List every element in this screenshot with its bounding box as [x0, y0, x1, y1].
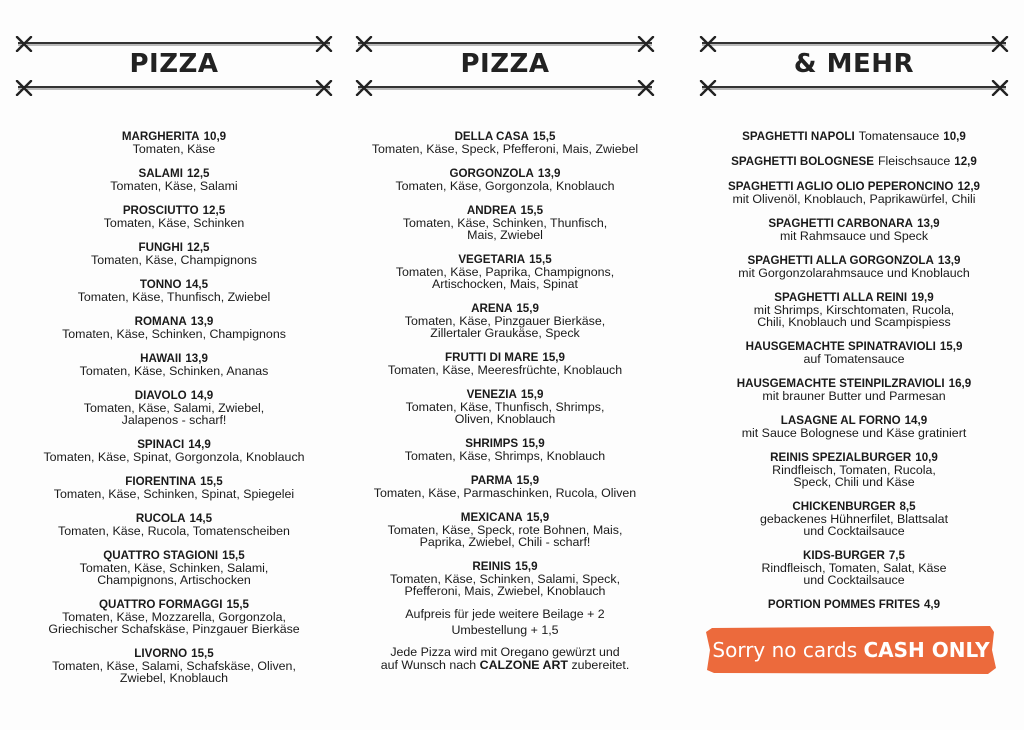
menu-item-description: Rindfleisch, Tomaten, Salat, Käse: [761, 561, 947, 575]
menu-item-inline-desc: Fleischsauce: [877, 154, 951, 168]
menu-item-description: Tomaten, Käse, Mozzarella, Gorgonzola,: [62, 610, 286, 624]
menu-item-name: HAWAII: [140, 352, 182, 365]
menu-item-price: 10,9: [943, 130, 966, 143]
menu-item-price: 15,5: [520, 204, 544, 217]
menu-item: [348, 388, 662, 425]
menu-item-description: Tomaten, Käse, Meeresfrüchte, Knoblauch: [387, 363, 623, 377]
menu-item-name: SPAGHETTI BOLOGNESE: [731, 155, 874, 168]
oregano-note-line2: [348, 659, 662, 672]
menu-item-description: Tomaten, Käse, Schinken, Salami,: [79, 561, 269, 575]
pizza-column-2: [348, 0, 662, 730]
oregano-note-line1: Jede Pizza wird mit Oregano gewürzt und: [390, 645, 620, 659]
menu-item: [8, 167, 340, 192]
decorative-rule-bottom: [348, 80, 662, 96]
menu-item-price: 8,5: [899, 500, 916, 513]
menu-item: [692, 500, 1016, 537]
menu-item-price: 12,9: [954, 155, 977, 168]
reorder-note: Umbestellung + 1,5: [451, 623, 559, 637]
menu-item: [692, 451, 1016, 488]
menu-item-description: Tomaten, Käse, Speck, rote Bohnen, Mais,: [387, 523, 623, 537]
menu-item-description: Artischocken, Mais, Spinat: [432, 277, 578, 291]
extra-topping-note: Aufpreis für jede weitere Beilage + 2: [405, 607, 605, 621]
menu-item-description: Champignons, Artischocken: [97, 573, 251, 587]
menu-item: [692, 180, 1016, 205]
menu-item-price: 14,5: [189, 512, 213, 525]
menu-item-description: Tomaten, Käse, Schinken, Salami, Speck,: [389, 572, 621, 586]
menu-item-description: Tomaten, Käse: [132, 142, 216, 156]
menu-item: [8, 130, 340, 155]
menu-item-name: REINIS: [472, 560, 512, 573]
menu-item-description: Tomaten, Käse, Pinzgauer Bierkäse,: [404, 314, 606, 328]
menu-item-description: Paprika, Zwiebel, Chili - scharf!: [419, 535, 591, 549]
oregano-note-prefix: auf Wunsch nach: [380, 658, 477, 672]
menu-item: [8, 352, 340, 377]
section-heading: PIZZA: [460, 49, 550, 79]
menu-item-price: 15,9: [515, 560, 538, 573]
menu-item-description: mit Shrimps, Kirschtomaten, Rucola,: [753, 303, 955, 317]
menu-item-name: SALAMI: [138, 167, 183, 180]
menu-item: [8, 647, 340, 684]
menu-item-name: REINIS SPEZIALBURGER: [770, 451, 912, 464]
menu-item-description: Jalapenos - scharf!: [121, 413, 227, 427]
menu-item-price: 12,5: [202, 204, 226, 217]
menu-item-price: 7,5: [888, 549, 905, 562]
menu-item-name: SHRIMPS: [465, 437, 519, 450]
menu-item: [692, 291, 1016, 328]
menu-item: [8, 204, 340, 229]
menu-item-header: [692, 130, 1016, 143]
menu-item-name: ARENA: [471, 302, 513, 315]
menu-item-description: Tomaten, Käse, Salami, Schafskäse, Oliven,: [52, 659, 296, 673]
menu-item: [8, 315, 340, 340]
menu-item-description: Tomaten, Käse, Schinken, Champignons: [62, 327, 286, 341]
menu-item-price: 13,9: [537, 167, 561, 180]
menu-item: [348, 474, 662, 499]
menu-item-name: DIAVOLO: [134, 389, 187, 402]
menu-item: [692, 414, 1016, 439]
menu-item-name: FRUTTI DI MARE: [445, 351, 539, 364]
menu-item-description: Tomaten, Käse, Rucola, Tomatenscheiben: [58, 524, 290, 538]
menu-item: [348, 302, 662, 339]
menu-list: [8, 130, 340, 696]
menu-item-name: ANDREA: [466, 204, 517, 217]
menu-item-description: Speck, Chili und Käse: [793, 475, 915, 489]
menu-item-price: 15,5: [529, 253, 552, 266]
menu-item-description: Tomaten, Käse, Schinken: [103, 216, 245, 230]
menu-item-price: 14,9: [904, 414, 928, 427]
menu-item: [348, 351, 662, 376]
menu-item: [8, 598, 340, 635]
menu-item-description: Chili, Knoblauch und Scampispiess: [757, 315, 951, 329]
section-heading: & MEHR: [793, 49, 915, 79]
menu-item-description: und Cocktailsauce: [803, 524, 905, 538]
menu-item-price: 15,9: [526, 511, 550, 524]
menu-item-description: mit brauner Butter und Parmesan: [762, 389, 946, 403]
menu-item-name: PARMA: [470, 474, 513, 487]
menu-item: [348, 511, 662, 548]
menu-item-name: SPAGHETTI NAPOLI: [742, 130, 855, 143]
menu-item-price: 14,9: [188, 438, 211, 451]
cash-only-label: CASH ONLY: [863, 638, 990, 662]
menu-item-price: 4,9: [923, 598, 941, 611]
menu-item-name: TONNO: [139, 278, 182, 291]
menu-item-description: Tomaten, Käse, Speck, Pfefferoni, Mais, Zwiebel: [371, 142, 639, 156]
menu-list: [348, 130, 662, 609]
menu-item-price: 13,9: [185, 352, 208, 365]
menu-item-name: HAUSGEMACHTE STEINPILZRAVIOLI: [736, 377, 945, 390]
menu-item: [692, 598, 1016, 611]
menu-item-description: Zwiebel, Knoblauch: [119, 671, 229, 685]
menu-item: [8, 512, 340, 537]
menu-item-name: QUATTRO FORMAGGI: [98, 598, 223, 611]
pizza-column-1: [8, 0, 340, 730]
menu-item-description: Tomaten, Käse, Shrimps, Knoblauch: [404, 449, 606, 463]
menu-item-description: Griechischer Schafskäse, Pinzgauer Bierkäse: [48, 622, 300, 636]
menu-item-description: Pfefferoni, Mais, Zwiebel, Knoblauch: [404, 584, 606, 598]
menu-item: [692, 130, 1016, 143]
menu-item-description: und Cocktailsauce: [803, 573, 905, 587]
cash-only-banner: [704, 624, 998, 676]
menu-item-price: 15,9: [522, 437, 545, 450]
menu-item-description: Tomaten, Käse, Salami: [110, 179, 238, 193]
menu-item: [692, 217, 1016, 242]
menu-item-inline-desc: Tomatensauce: [858, 129, 940, 143]
menu-item: [8, 278, 340, 303]
menu-item-name: HAUSGEMACHTE SPINATRAVIOLI: [745, 340, 936, 353]
menu-item-price: 15,5: [200, 475, 223, 488]
menu-item-price: 13,9: [937, 254, 961, 267]
menu-item-description: mit Sauce Bolognese und Käse gratiniert: [741, 426, 967, 440]
menu-item-price: 15,9: [542, 351, 565, 364]
more-column: [692, 0, 1016, 730]
menu-item-name: ROMANA: [134, 315, 187, 328]
menu-item-description: Tomaten, Käse, Schinken, Thunfisch,: [402, 216, 608, 230]
menu-item-price: 15,5: [191, 647, 214, 660]
menu-item-description: Tomaten, Käse, Spinat, Gorgonzola, Knoblauch: [43, 450, 305, 464]
menu-item-name: QUATTRO STAGIONI: [103, 549, 219, 562]
menu-item-price: 15,9: [939, 340, 963, 353]
menu-item-description: Tomaten, Käse, Salami, Zwiebel,: [83, 401, 265, 415]
menu-item-name: LASAGNE AL FORNO: [780, 414, 901, 427]
menu-item: [692, 377, 1016, 402]
menu-item-description: Tomaten, Käse, Schinken, Ananas: [79, 364, 269, 378]
menu-item-description: mit Rahmsauce und Speck: [779, 229, 929, 243]
menu-item-header: [692, 155, 1016, 168]
oregano-note-suffix: zubereitet.: [571, 658, 630, 672]
menu-item-price: 15,9: [516, 302, 539, 315]
menu-item-name: KIDS-BURGER: [803, 549, 885, 562]
menu-item-description: Tomaten, Käse, Parmaschinken, Rucola, Oliven: [373, 486, 637, 500]
menu-item: [8, 475, 340, 500]
menu-item-description: Tomaten, Käse, Gorgonzola, Knoblauch: [395, 179, 615, 193]
menu-item-description: Tomaten, Käse, Schinken, Spinat, Spiegelei: [53, 487, 295, 501]
cash-only-text: [704, 624, 998, 676]
menu-item-name: PROSCIUTTO: [122, 204, 199, 217]
menu-item-description: Tomaten, Käse, Thunfisch, Shrimps,: [405, 400, 605, 414]
menu-item: [8, 549, 340, 586]
menu-item-name: RUCOLA: [135, 512, 186, 525]
menu-item: [692, 155, 1016, 168]
menu-item-price: 12,9: [957, 180, 981, 193]
menu-item-price: 12,5: [186, 167, 210, 180]
menu-item-description: Oliven, Knoblauch: [454, 412, 556, 426]
menu-item-description: Rindfleisch, Tomaten, Rucola,: [772, 463, 936, 477]
menu-item-name: MEXICANA: [460, 511, 523, 524]
menu-item-description: mit Gorgonzolarahmsauce und Knoblauch: [738, 266, 970, 280]
menu-item-description: Mais, Zwiebel: [467, 228, 543, 242]
menu-item: [8, 241, 340, 266]
menu-item: [348, 253, 662, 290]
menu-item-price: 15,9: [520, 388, 544, 401]
menu-item-price: 13,9: [190, 315, 214, 328]
menu-list: [692, 130, 1016, 623]
menu-item-name: FIORENTINA: [125, 475, 197, 488]
menu-item-price: 15,5: [222, 549, 245, 562]
menu-item-name: MARGHERITA: [121, 130, 200, 143]
menu-item: [348, 130, 662, 155]
menu-item-name: SPAGHETTI CARBONARA: [768, 217, 914, 230]
menu-item-name: VEGETARIA: [458, 253, 526, 266]
menu-item-description: gebackenes Hühnerfilet, Blattsalat: [759, 512, 949, 526]
menu-item-price: 13,9: [917, 217, 940, 230]
menu-item-price: 16,9: [948, 377, 972, 390]
menu-item: [8, 389, 340, 426]
menu-item: [692, 549, 1016, 586]
menu-item-name: SPAGHETTI ALLA REINI: [774, 291, 908, 304]
menu-item: [348, 560, 662, 597]
menu-item-header: [692, 598, 1016, 611]
pizza-notes: [348, 606, 662, 672]
menu-item-name: SPAGHETTI ALLA GORGONZOLA: [747, 254, 934, 267]
menu-item-price: 12,5: [186, 241, 210, 254]
menu-item-name: DELLA CASA: [454, 130, 529, 143]
menu-item-price: 15,9: [516, 474, 540, 487]
menu-item: [348, 204, 662, 241]
menu-item-description: Zillertaler Graukäse, Speck: [430, 326, 580, 340]
section-heading: PIZZA: [129, 49, 219, 79]
menu-item-name: GORGONZOLA: [449, 167, 534, 180]
menu-item: [8, 438, 340, 463]
menu-item-description: mit Olivenöl, Knoblauch, Paprikawürfel, Chili: [732, 192, 976, 206]
menu-item-description: Tomaten, Käse, Paprika, Champignons,: [395, 265, 615, 279]
menu-item-price: 15,5: [226, 598, 250, 611]
menu-item-price: 14,5: [185, 278, 209, 291]
menu-item-price: 19,9: [911, 291, 934, 304]
decorative-rule-bottom: [692, 80, 1016, 96]
menu-item-price: 10,9: [915, 451, 938, 464]
menu-item-name: LIVORNO: [134, 647, 188, 660]
menu-item-price: 14,9: [190, 389, 214, 402]
menu-item: [692, 254, 1016, 279]
calzone-label: CALZONE ART: [479, 658, 568, 672]
menu-item-description: Tomaten, Käse, Champignons: [91, 253, 257, 267]
menu-item-description: auf Tomatensauce: [803, 352, 905, 366]
menu-item: [348, 167, 662, 192]
menu-item-description: Tomaten, Käse, Thunfisch, Zwiebel: [77, 290, 271, 304]
menu-item-name: SPAGHETTI AGLIO OLIO PEPERONCINO: [727, 180, 954, 193]
menu-item-name: FUNGHI: [138, 241, 183, 254]
menu-item-name: CHICKENBURGER: [792, 500, 896, 513]
menu-item: [692, 340, 1016, 365]
menu-item-name: VENEZIA: [466, 388, 517, 401]
menu-item-name: SPINACI: [137, 438, 185, 451]
menu-item: [348, 437, 662, 462]
menu-item-price: 15,5: [532, 130, 556, 143]
no-cards-label: Sorry no cards: [712, 638, 858, 662]
menu-item-name: PORTION POMMES FRITES: [767, 598, 920, 611]
menu-item-price: 10,9: [203, 130, 227, 143]
decorative-rule-bottom: [8, 80, 340, 96]
